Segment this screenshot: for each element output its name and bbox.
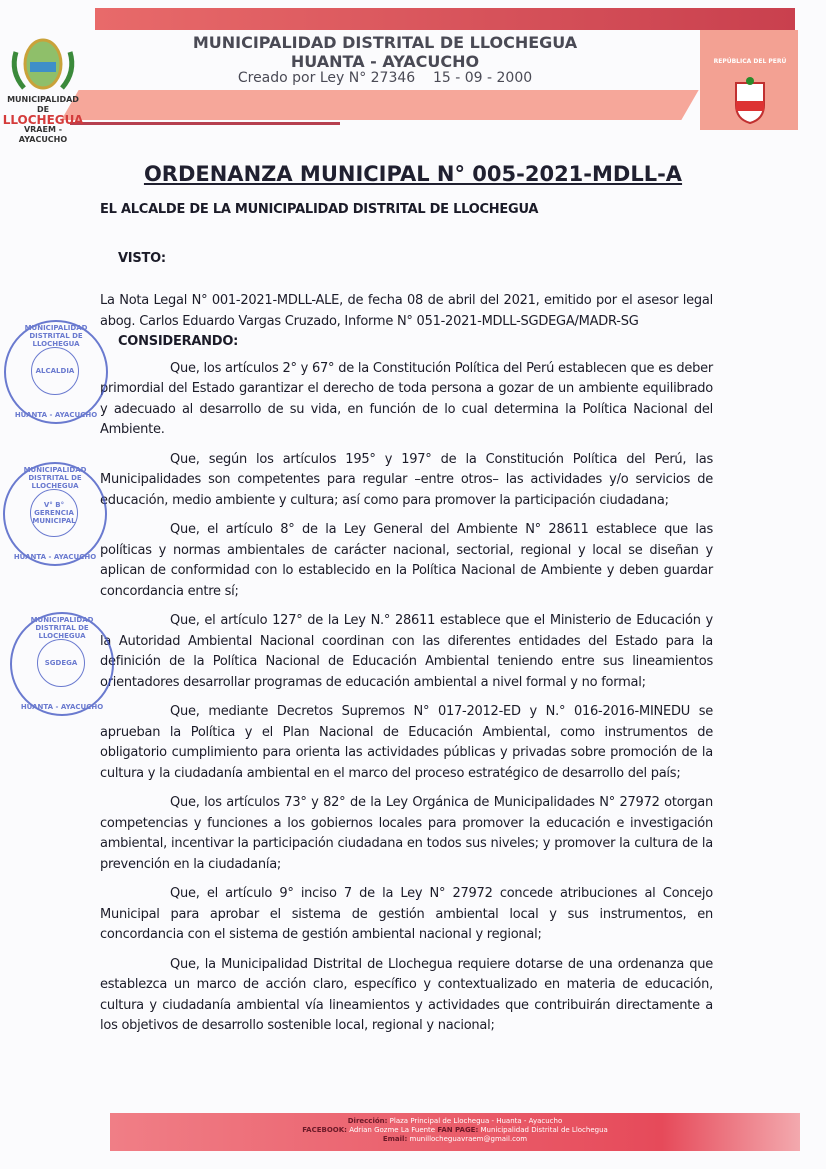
document-title: ORDENANZA MUNICIPAL N° 005-2021-MDLL-A <box>143 162 683 186</box>
footer-address-label: Dirección: <box>347 1117 388 1125</box>
paragraph: Que, el artículo 127° de la Ley N.° 28611 establece que el Ministerio de Educación y la Autoridad Ambiental Nacional coordinan con las diferentes entidades del Estado para la definición de la Política Nacional de Educación Ambiental teniendo entre sus lineamientos orientadores desarrollar programas de educación ambiental a nivel formal y no formal; <box>100 613 713 690</box>
footer-facebook: Adrian Gozme La Fuente <box>349 1126 436 1134</box>
paragraph: Que, según los artículos 195° y 197° de la Constitución Política del Perú, las Municipalidades son competentes para regular –entre otros– las actividades y/o servicios de educación, medio ambiente y cultura; así como para promover la participación ciudadana; <box>100 451 713 508</box>
header-top-band <box>95 8 795 30</box>
stamp-ring-text: MUNICIPALIDAD DISTRITAL DE LLOCHEGUA <box>24 324 88 348</box>
header-org-name: MUNICIPALIDAD DISTRITAL DE LLOCHEGUA <box>192 33 578 52</box>
footer-email-label: Email: <box>382 1135 408 1143</box>
header-divider <box>70 122 340 125</box>
logo-line-1: MUNICIPALIDAD DE <box>7 95 79 114</box>
stamp-gerencia <box>3 462 107 566</box>
considerando-heading: CONSIDERANDO: <box>118 334 239 349</box>
stamp-alcaldia <box>4 320 108 424</box>
paragraph: Que, el artículo 8° de la Ley General del Ambiente N° 28611 establece que las políticas y normas ambientales de carácter nacional, sectorial, regional y local se diseñan y aplican de conformidad con lo establecido en la Política Nacional de Ambiente y deben guardar concordancia entre sí; <box>100 522 713 599</box>
footer-address: Plaza Principal de Llochegua - Huanta - Ayacucho <box>389 1117 563 1125</box>
header-location: HUANTA - AYACUCHO <box>290 52 480 71</box>
shield-caption: REPÚBLICA DEL PERÚ <box>713 58 787 65</box>
stamp-sgdega <box>10 612 114 716</box>
footer-fanpage-label: FAN PAGE: <box>437 1126 479 1134</box>
stamp-ring-text: MUNICIPALIDAD DISTRITAL DE LLOCHEGUA <box>23 466 87 490</box>
stamp-bottom-text: HUANTA - AYACUCHO <box>13 553 97 561</box>
logo-line-3: VRAEM - AYACUCHO <box>18 125 68 144</box>
footer-band <box>110 1113 800 1151</box>
stamp-ring-text: MUNICIPALIDAD DISTRITAL DE LLOCHEGUA <box>30 616 94 640</box>
peru-shield-icon <box>730 75 770 125</box>
document-body <box>100 200 713 1046</box>
footer-facebook-label: FACEBOOK: <box>302 1126 347 1134</box>
stamp-inner-text: ALCALDIA <box>31 347 79 395</box>
stamp-inner-text: SGDEGA <box>37 639 85 687</box>
logo-line-2: LLOCHEGUA <box>2 113 84 127</box>
footer-fanpage: Municipalidad Distrital de Llochegua <box>480 1126 608 1134</box>
document-subtitle: EL ALCALDE DE LA MUNICIPALIDAD DISTRITAL DE LLOCHEGUA <box>100 202 539 217</box>
paragraph: Que, los artículos 73° y 82° de la Ley Orgánica de Municipalidades N° 27972 otorgan competencias y funciones a los gobiernos locales para promover la educación e investigación ambiental, incentivar la participación ciudadana en todos sus niveles; y promover la cultura de la prevención en la ciudadanía; <box>100 795 713 872</box>
paragraph: Que, mediante Decretos Supremos N° 017-2012-ED y N.° 016-2016-MINEDU se aprueban la Política y el Plan Nacional de Educación Ambiental, como instrumentos de obligatorio cumplimiento para orienta las actividades públicas y privadas sobre promoción de la cultura y la ciudadanía ambiental en el marco del proceso estratégico de desarrollo del país; <box>100 704 713 781</box>
stamp-bottom-text: HUANTA - AYACUCHO <box>20 703 104 711</box>
visto-text: La Nota Legal N° 001-2021-MDLL-ALE, de fecha 08 de abril del 2021, emitido por el asesor legal abog. Carlos Eduardo Vargas Cruzado, Informe N° 051-2021-MDLL-SGDEGA/MADR-SG <box>100 293 713 329</box>
visto-heading: VISTO: <box>118 250 166 266</box>
header-pink-band <box>61 90 698 120</box>
paragraph: Que, el artículo 9° inciso 7 de la Ley N° 27972 concede atribuciones al Concejo Municipal para aprobar el sistema de gestión ambiental local y sus instrumentos, en concordancia con el sistema de gestión ambiental nacional y regional; <box>100 886 713 942</box>
footer-email: munillocheguavraem@gmail.com <box>409 1135 528 1143</box>
paragraph: Que, la Municipalidad Distrital de Llochegua requiere dotarse de una ordenanza que establezca un marco de acción claro, específico y contextualizado en materia de educación, cultura y ciudadanía ambiental vía lineamientos y actividades que contribuirán directamente a los objetivos de desarrollo sostenible local, regional y nacional; <box>100 956 713 1033</box>
header-created: Creado por Ley N° 27346 15 - 09 - 2000 <box>237 70 533 86</box>
stamp-bottom-text: HUANTA - AYACUCHO <box>14 411 98 419</box>
stamp-inner-text: V° B° GERENCIA MUNICIPAL <box>30 489 78 537</box>
paragraph: Que, los artículos 2° y 67° de la Constitución Política del Perú establecen que es deber primordial del Estado garantizar el derecho de toda persona a gozar de un ambiente equilibrado y adecuado al desarrollo de su vida, en función de lo cual determina la Política Nacional del Ambiente. <box>100 360 713 437</box>
